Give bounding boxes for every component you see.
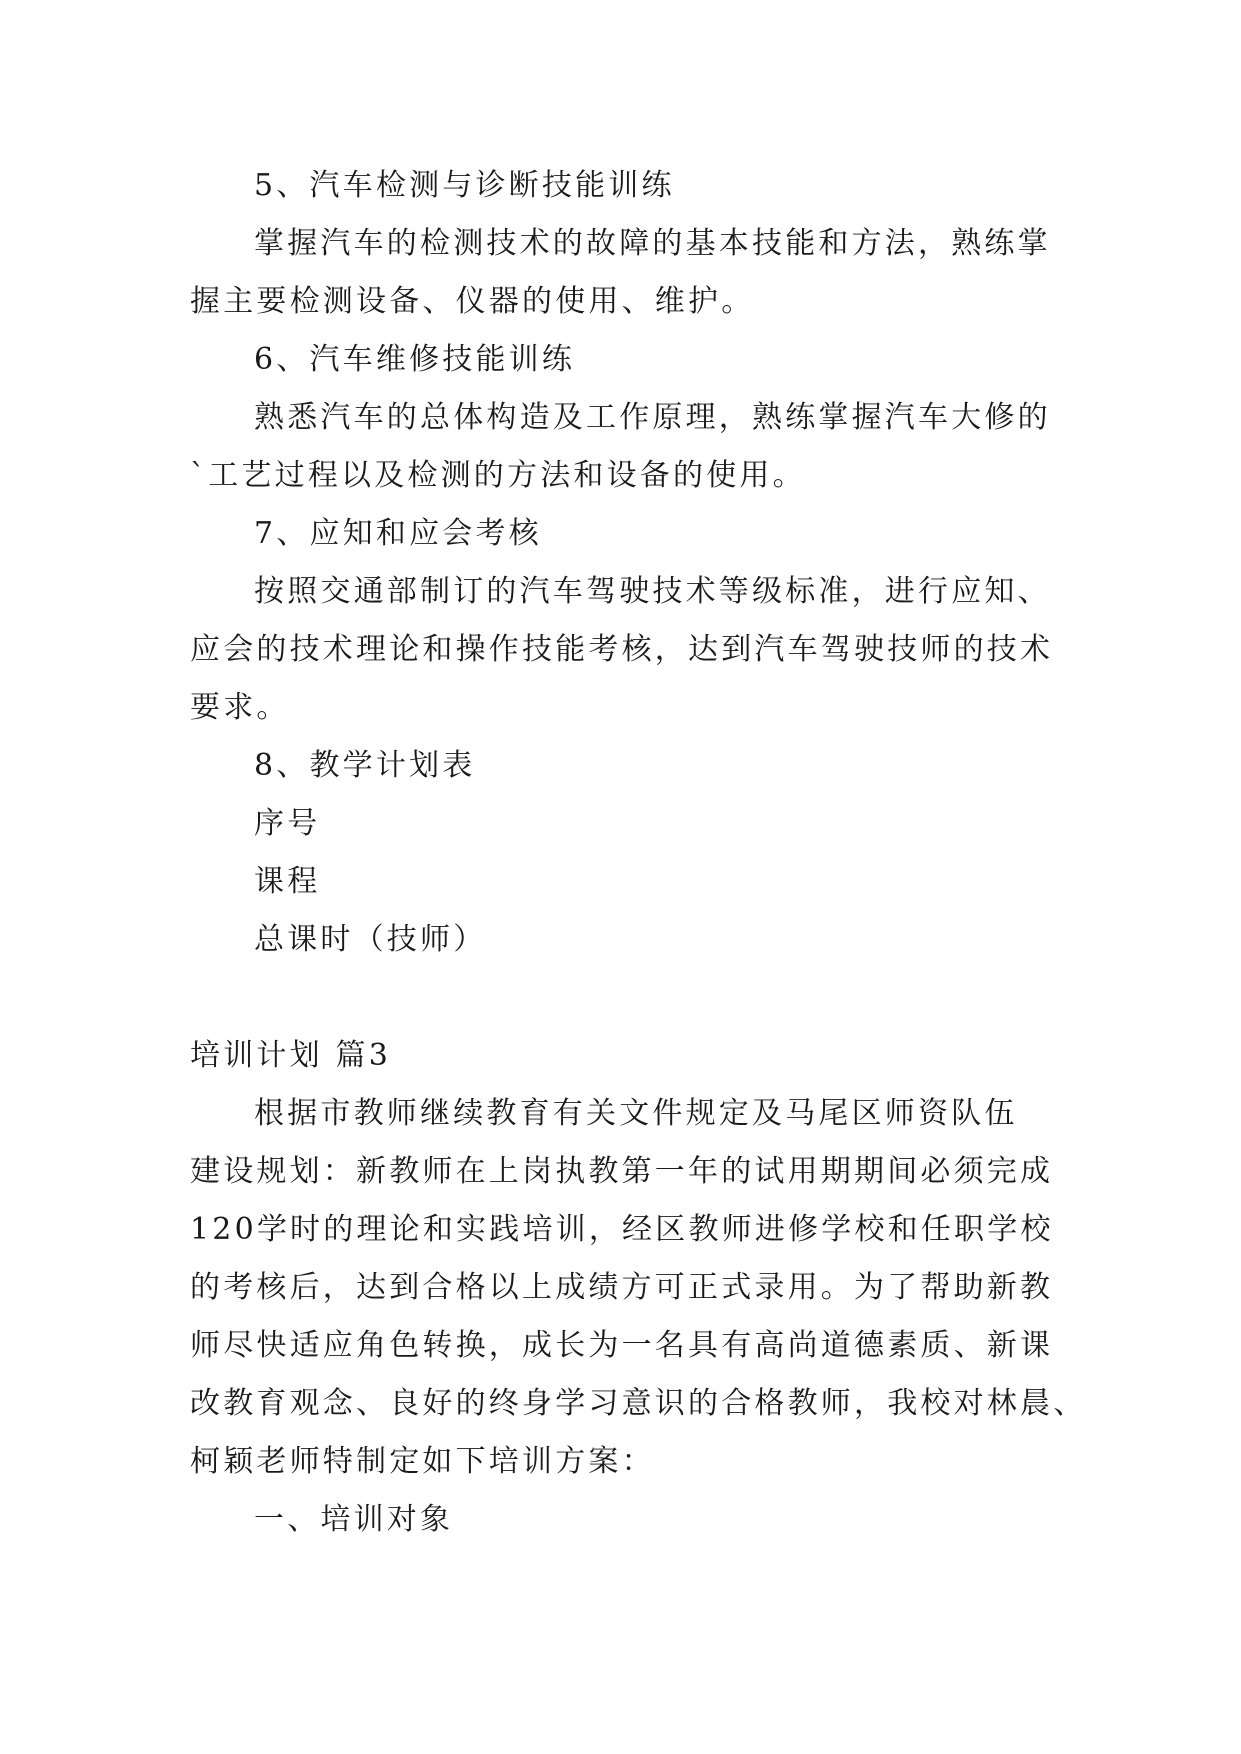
item8-heading: 8、教学计划表 bbox=[254, 748, 476, 783]
item6-body-line: `工艺过程以及检测的方法和设备的使用。 bbox=[190, 458, 806, 493]
section3-intro-line: 柯颖老师特制定如下培训方案： bbox=[190, 1444, 655, 1479]
table-header-course: 课程 bbox=[254, 864, 321, 899]
section3-intro-line: 根据市教师继续教育有关文件规定及马尾区师资队伍 bbox=[254, 1096, 1018, 1131]
section3-intro-line: 师尽快适应角色转换，成长为一名具有高尚道德素质、新课 bbox=[190, 1328, 1054, 1363]
table-header-hours: 总课时（技师） bbox=[254, 922, 487, 957]
item5-heading: 5、汽车检测与诊断技能训练 bbox=[254, 168, 675, 203]
item6-heading: 6、汽车维修技能训练 bbox=[254, 342, 576, 377]
section3-intro-line: 的考核后，达到合格以上成绩方可正式录用。为了帮助新教 bbox=[190, 1270, 1054, 1305]
section3-intro-line: 改教育观念、良好的终身学习意识的合格教师，我校对林晨、 bbox=[190, 1386, 1087, 1421]
table-header-seq: 序号 bbox=[254, 806, 321, 841]
item7-heading: 7、应知和应会考核 bbox=[254, 516, 542, 551]
item5-body-line: 握主要检测设备、仪器的使用、维护。 bbox=[190, 284, 755, 319]
item7-body-line: 按照交通部制订的汽车驾驶技术等级标准，进行应知、 bbox=[254, 574, 1051, 609]
part1-heading: 一、培训对象 bbox=[254, 1502, 454, 1537]
section3-intro-line: 120学时的理论和实践培训，经区教师进修学校和任职学校 bbox=[190, 1212, 1054, 1247]
item5-body-line: 掌握汽车的检测技术的故障的基本技能和方法，熟练掌 bbox=[254, 226, 1051, 261]
section3-intro-line: 建设规划：新教师在上岗执教第一年的试用期期间必须完成 bbox=[190, 1154, 1054, 1189]
item7-body-line: 要求。 bbox=[190, 690, 290, 725]
item6-body-line: 熟悉汽车的总体构造及工作原理，熟练掌握汽车大修的 bbox=[254, 400, 1051, 435]
item7-body-line: 应会的技术理论和操作技能考核，达到汽车驾驶技师的技术 bbox=[190, 632, 1054, 667]
section3-title: 培训计划 篇3 bbox=[190, 1038, 392, 1073]
